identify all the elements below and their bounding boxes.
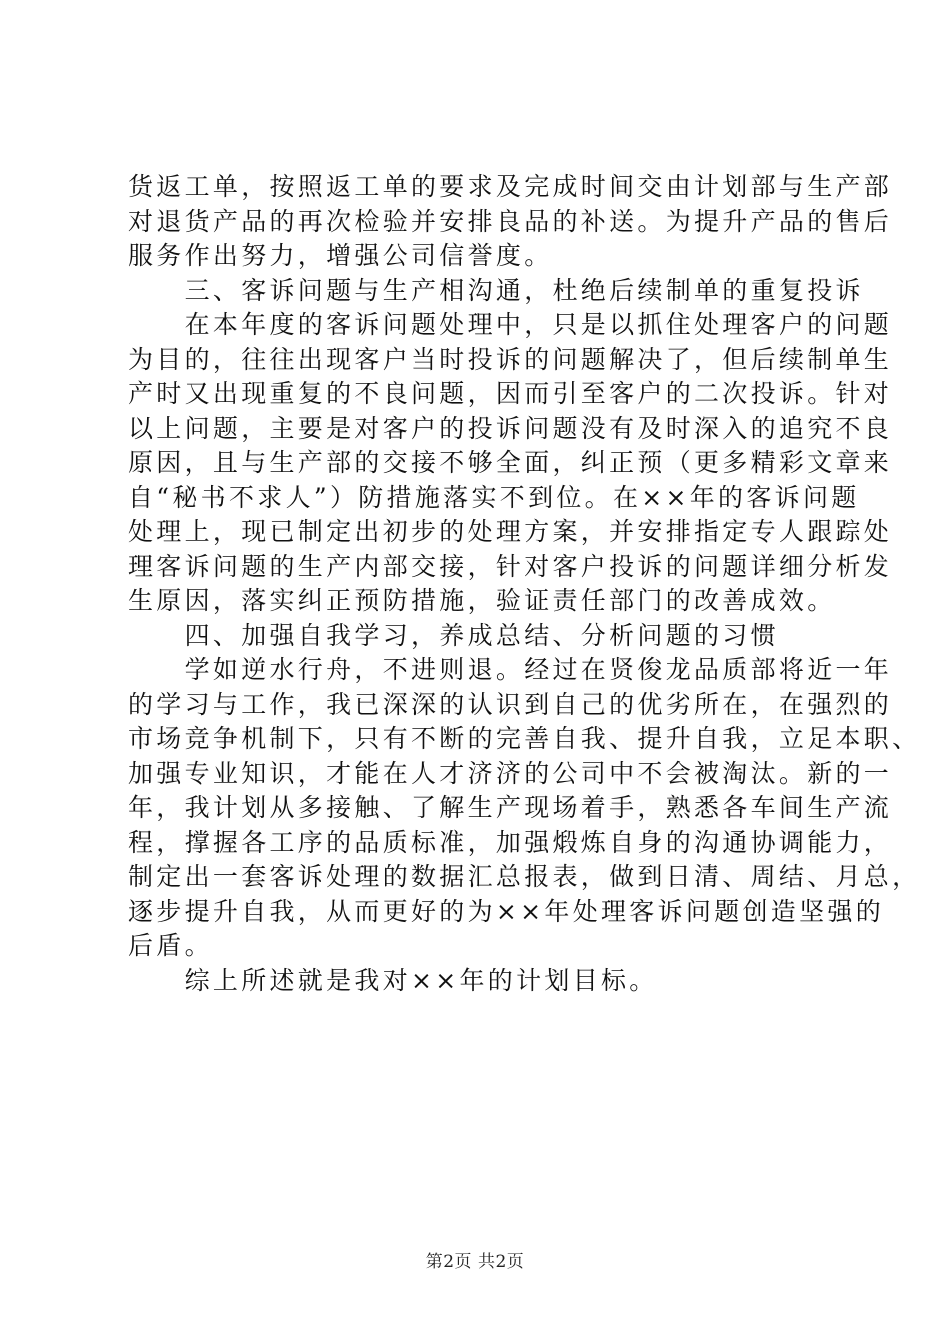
text-line: 市场竞争机制下，只有不断的完善自我、提升自我，立足本职、	[128, 724, 921, 753]
text-line: 综上所述就是我对××年的计划目标。	[128, 965, 658, 995]
text-line: 产时又出现重复的不良问题，因而引至客户的二次投诉。针对	[128, 379, 893, 408]
text-line: 处理上，现已制定出初步的处理方案，并安排指定专人跟踪处	[128, 517, 893, 546]
text-line: 理客诉问题的生产内部交接，针对客户投诉的问题详细分析发	[128, 551, 893, 581]
document-body	[128, 170, 921, 998]
text-line: 为目的，往往出现客户当时投诉的问题解决了，但后续制单生	[128, 344, 893, 374]
text-line: 原因，且与生产部的交接不够全面，纠正预（更多精彩文章来	[128, 448, 893, 477]
section-heading: 四、加强自我学习，养成总结、分析问题的习惯	[128, 620, 779, 650]
text-line: 对退货产品的再次检验并安排良品的补送。为提升产品的售后	[128, 206, 893, 236]
text-line: 程，撑握各工序的品质标准，加强煅炼自身的沟通协调能力，	[128, 827, 893, 857]
text-line: 年，我计划从多接触、了解生产现场着手，熟悉各车间生产流	[128, 793, 893, 822]
text-line: 逐步提升自我，从而更好的为××年处理客诉问题创造坚强的	[128, 896, 884, 926]
text-line: 服务作出努力，增强公司信誉度。	[128, 241, 553, 270]
text-line: 在本年度的客诉问题处理中，只是以抓住处理客户的问题	[128, 310, 893, 339]
text-line: 货返工单，按照返工单的要求及完成时间交由计划部与生产部	[128, 172, 893, 201]
section-heading: 三、客诉问题与生产相沟通，杜绝后续制单的重复投诉	[128, 275, 864, 305]
text-line: 的学习与工作，我已深深的认识到自己的优劣所在，在强烈的	[128, 689, 893, 719]
text-line: 制定出一套客诉处理的数据汇总报表，做到日清、周结、月总，	[128, 862, 921, 891]
text-line: 以上问题，主要是对客户的投诉问题没有及时深入的追究不良	[128, 413, 893, 443]
text-line: 加强专业知识，才能在人才济济的公司中不会被淘汰。新的一	[128, 758, 893, 788]
text-line: 生原因，落实纠正预防措施，验证责任部门的改善成效。	[128, 586, 836, 615]
text-line: 学如逆水行舟，不进则退。经过在贤俊龙品质部将近一年	[128, 655, 893, 684]
page-number-footer: 第2页 共2页	[425, 1252, 525, 1272]
text-line: 自“秘书不求人”）防措施落实不到位。在××年的客诉问题	[128, 482, 860, 512]
text-line: 后盾。	[128, 931, 213, 960]
